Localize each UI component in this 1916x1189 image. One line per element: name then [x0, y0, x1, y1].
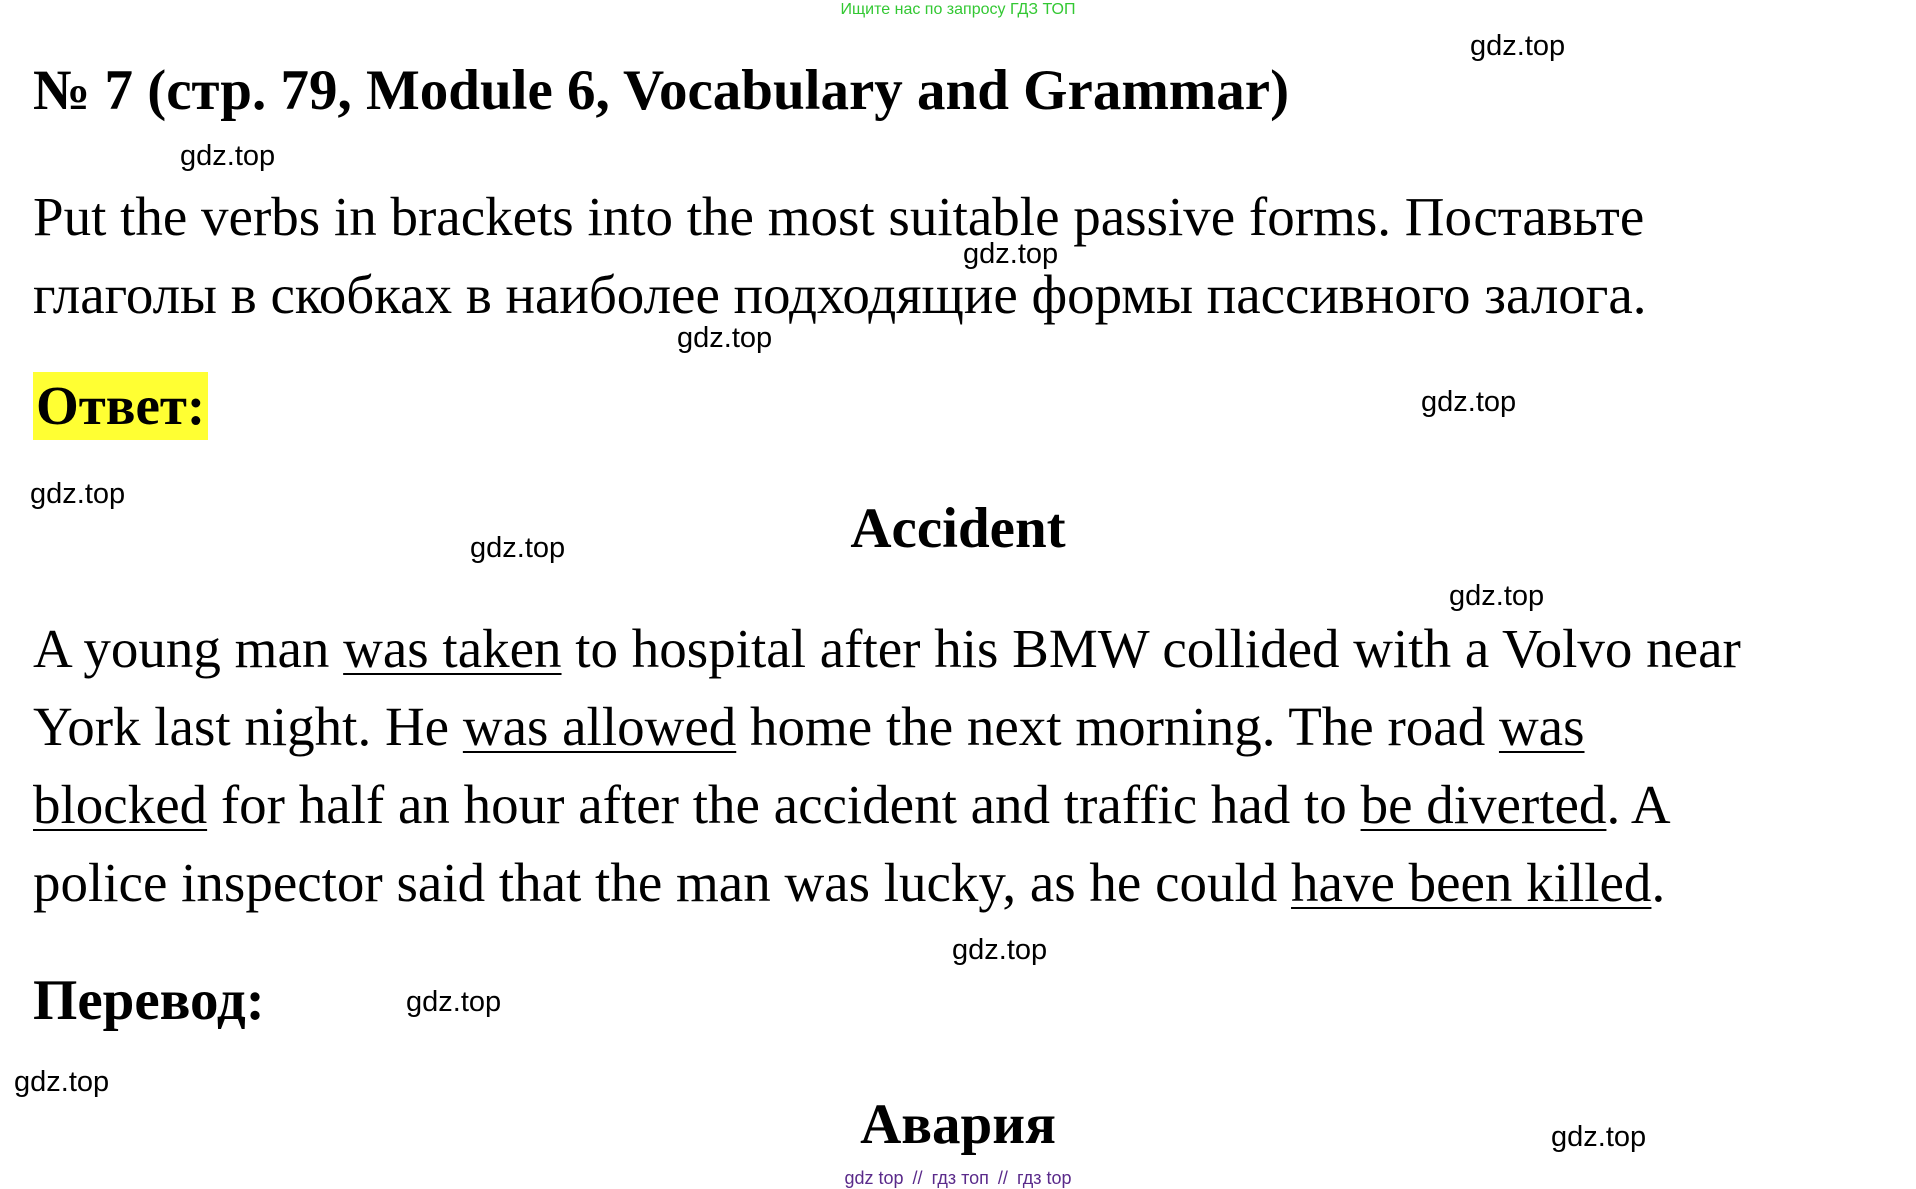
task-line: Put the verbs in brackets into the most suitable passive forms. Поставьте	[33, 186, 1645, 247]
watermark: gdz.top	[470, 532, 566, 564]
watermark: gdz.top	[1421, 386, 1517, 418]
passive-verb: was	[1498, 696, 1585, 757]
story-line: York last night. He was allowed home the next morning. The road was	[33, 696, 1585, 757]
footer-link[interactable]: гдз топ	[931, 1168, 989, 1188]
search-hint-banner: Ищите нас по запросу ГДЗ ТОП	[840, 1, 1076, 18]
answer-heading: Accident	[850, 497, 1066, 560]
watermark: gdz.top	[180, 140, 276, 172]
passive-verb: was allowed	[462, 696, 737, 757]
footer-separator: //	[912, 1168, 923, 1188]
passive-verb: be diverted	[1360, 774, 1607, 835]
watermark: gdz.top	[30, 478, 126, 510]
watermark: gdz.top	[677, 322, 773, 354]
translation-heading: Авария	[860, 1093, 1056, 1156]
task-line: глаголы в скобках в наиболее подходящие формы пассивного залога.	[33, 264, 1647, 325]
story-line: police inspector said that the man was lucky, as he could have been killed.	[33, 852, 1666, 913]
watermark: gdz.top	[963, 238, 1059, 270]
watermark: gdz.top	[1470, 30, 1566, 62]
passive-verb: was taken	[343, 618, 562, 679]
footer-link[interactable]: гдз top	[1016, 1168, 1072, 1188]
watermark: gdz.top	[952, 934, 1048, 966]
watermark: gdz.top	[14, 1066, 110, 1098]
watermark: gdz.top	[1551, 1121, 1647, 1153]
passive-verb: have been killed	[1291, 852, 1652, 913]
watermark: gdz.top	[1449, 580, 1545, 612]
story-line: A young man was taken to hospital after his BMW collided with a Volvo near	[33, 618, 1741, 679]
exercise-title: № 7 (стр. 79, Module 6, Vocabulary and Grammar)	[33, 59, 1290, 122]
watermark: gdz.top	[406, 986, 502, 1018]
answer-label: Ответ:	[33, 372, 208, 440]
footer-link[interactable]: gdz top	[844, 1168, 904, 1188]
story-line: blocked for half an hour after the accident and traffic had to be diverted. A	[33, 774, 1671, 835]
translation-label: Перевод:	[33, 969, 265, 1032]
footer-separator: //	[997, 1168, 1008, 1188]
footer-links	[0, 1168, 1916, 1189]
passive-verb: blocked	[33, 774, 208, 835]
task-text	[33, 178, 1647, 334]
answer-story	[33, 610, 1913, 922]
